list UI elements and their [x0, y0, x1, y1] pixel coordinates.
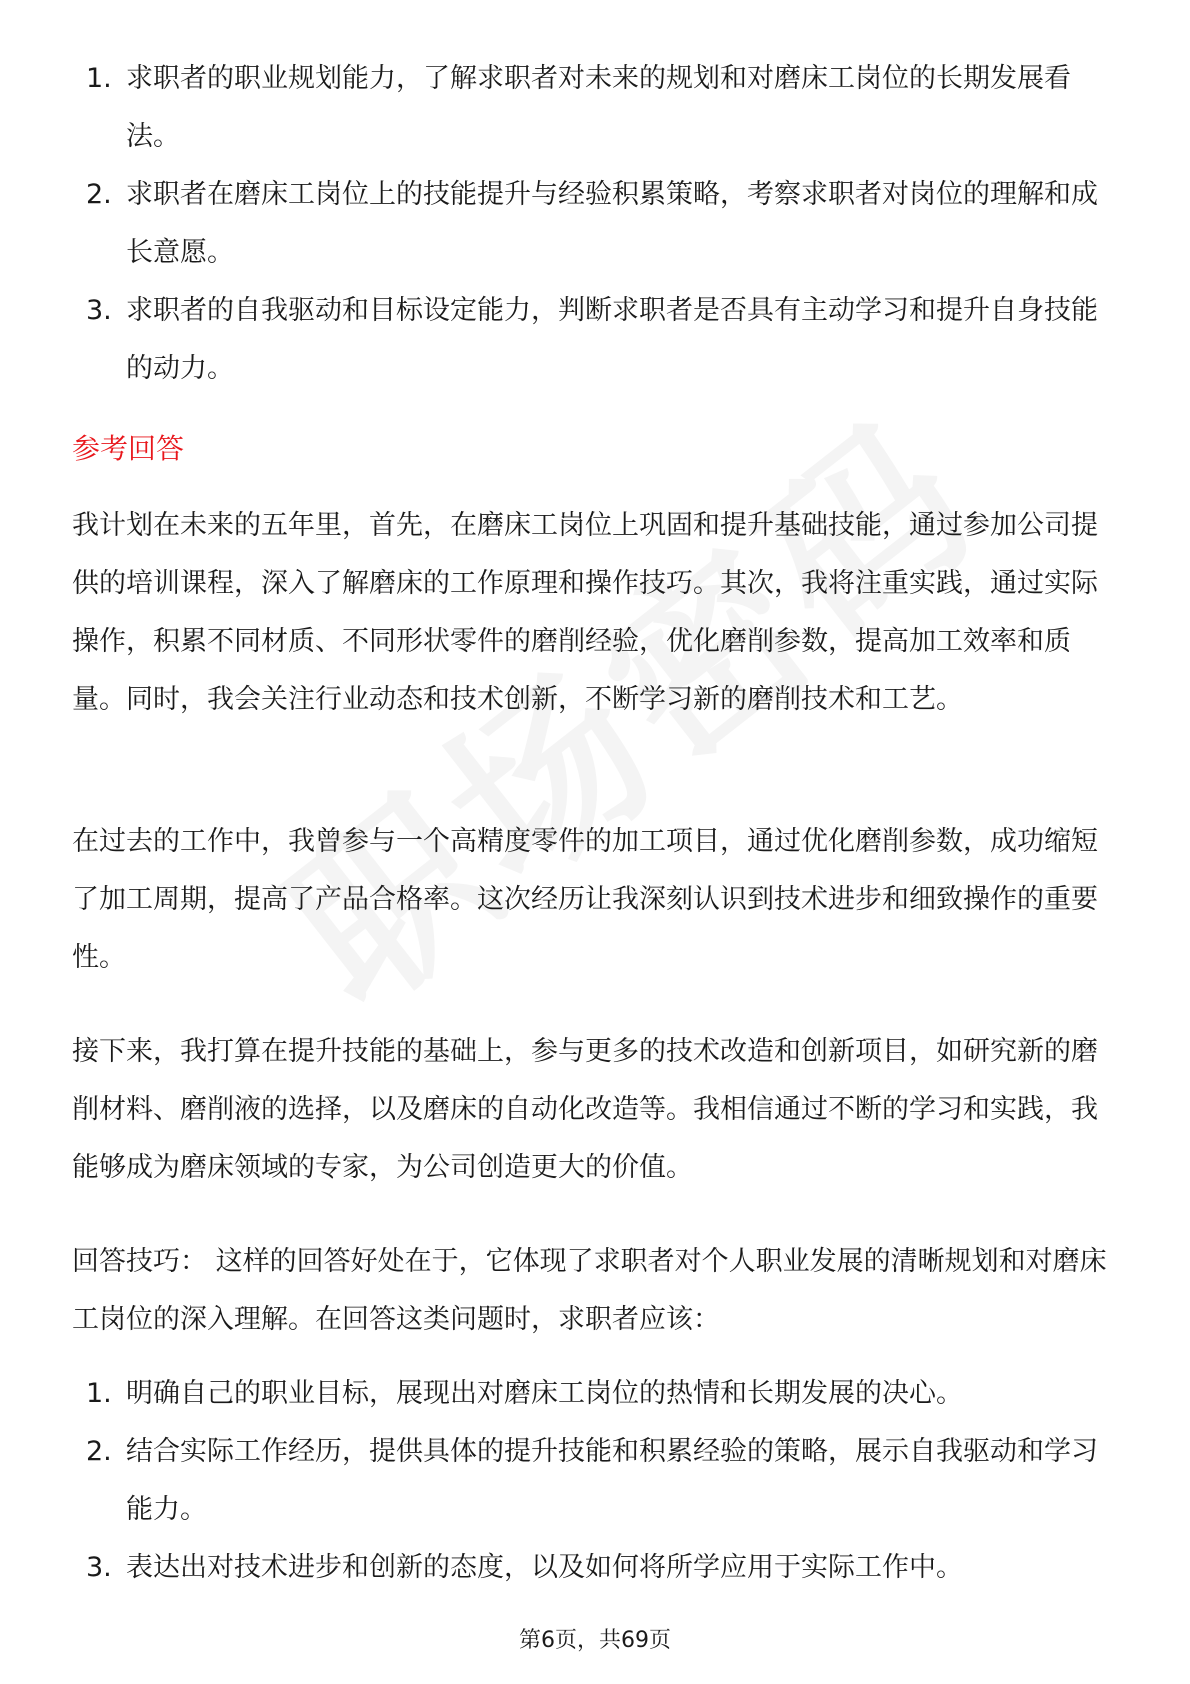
list-item-text: 结合实际工作经历，提供具体的提升技能和积累经验的策略，展示自我驱动和学习能力。: [126, 1436, 1098, 1525]
answer-paragraph: 我计划在未来的五年里，首先，在磨床工岗位上巩固和提升基础技能，通过参加公司提供的培训课程，深入了解磨床的工作原理和操作技巧。其次，我将注重实践，通过实际操作，积累不同材质、不同形状零件的磨削经验，优化磨削参数，提高加工效率和质量。同时，我会关注行业动态和技术创新，不断学习新的磨削技术和工艺。: [72, 510, 1098, 715]
list-item-text: 表达出对技术进步和创新的态度，以及如何将所学应用于实际工作中。: [126, 1552, 963, 1583]
list-number: 3.: [86, 1552, 112, 1583]
list-item: [72, 50, 1122, 166]
list-item: [72, 1539, 1122, 1597]
list-item: [72, 282, 1122, 398]
list-item-text: 求职者的职业规划能力，了解求职者对未来的规划和对磨床工岗位的长期发展看法。: [126, 63, 1071, 152]
section-heading: 参考回答: [72, 432, 185, 465]
list-number: 2.: [86, 1436, 112, 1467]
list-number: 2.: [86, 179, 112, 210]
list-item-text: 明确自己的职业目标，展现出对磨床工岗位的热情和长期发展的决心。: [126, 1378, 963, 1409]
page-number: 第6页，共69页: [519, 1628, 671, 1653]
list-item: [72, 166, 1122, 282]
list-item-text: 求职者的自我驱动和目标设定能力，判断求职者是否具有主动学习和提升自身技能的动力。: [126, 295, 1098, 384]
list-number: 1.: [86, 63, 112, 94]
list-number: 1.: [86, 1378, 112, 1409]
list-item: [72, 1423, 1122, 1539]
list-number: 3.: [86, 295, 112, 326]
question-intent-list: [72, 50, 1122, 398]
list-item: [72, 1365, 1122, 1423]
answer-paragraph: 接下来，我打算在提升技能的基础上，参与更多的技术改造和创新项目，如研究新的磨削材料、磨削液的选择，以及磨床的自动化改造等。我相信通过不断的学习和实践，我能够成为磨床领域的专家，为公司创造更大的价值。: [72, 1036, 1098, 1183]
tips-paragraph: 回答技巧： 这样的回答好处在于，它体现了求职者对个人职业发展的清晰规划和对磨床工岗位的深入理解。在回答这类问题时，求职者应该：: [72, 1246, 1107, 1335]
tips-list: [72, 1365, 1122, 1597]
list-item-text: 求职者在磨床工岗位上的技能提升与经验积累策略，考察求职者对岗位的理解和成长意愿。: [126, 179, 1098, 268]
answer-paragraph: 在过去的工作中，我曾参与一个高精度零件的加工项目，通过优化磨削参数，成功缩短了加工周期，提高了产品合格率。这次经历让我深刻认识到技术进步和细致操作的重要性。: [72, 826, 1098, 973]
